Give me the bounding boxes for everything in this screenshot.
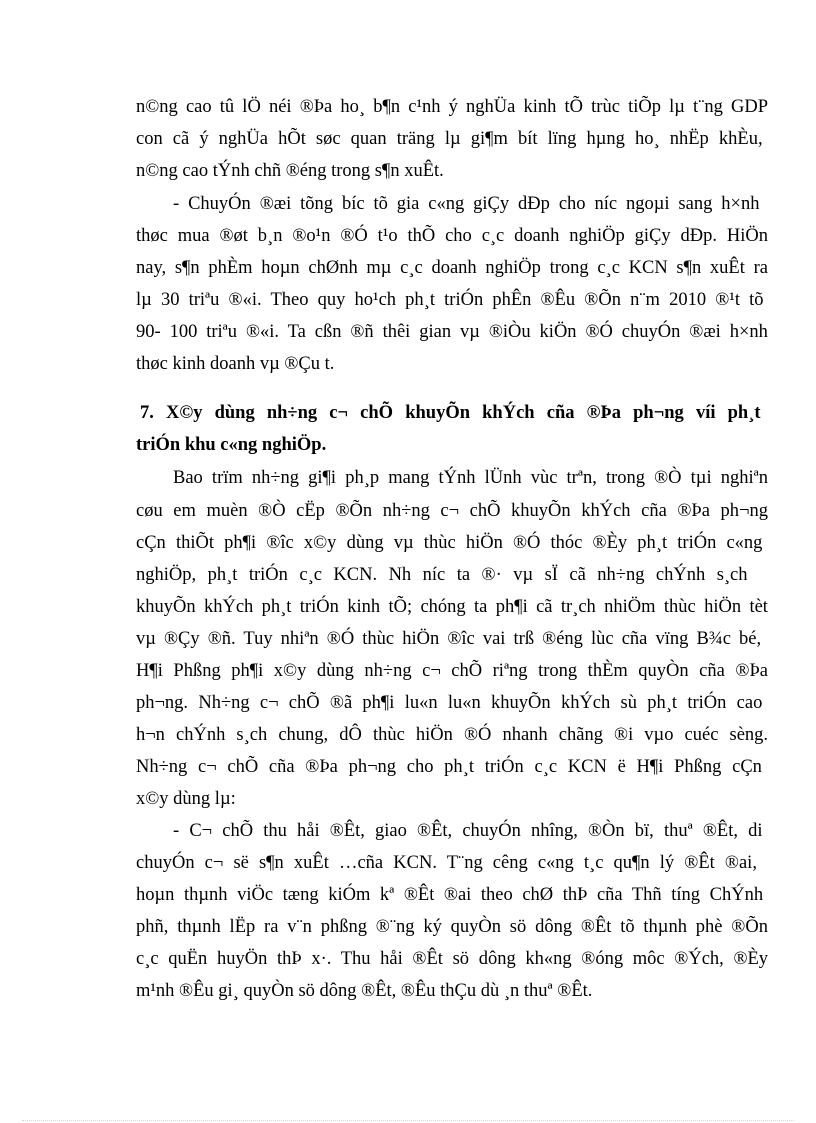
text-line: khuyÕn khÝch ph¸t triÓn kinh tÕ; chóng ta ph¶i cã tr¸ch nhiÖm thùc hiÖn tèt (136, 597, 768, 617)
text-line: nay, s¶n phÈm hoµn chØnh mµ c¸c doanh nghiÖp trong c¸c KCN s¶n xuÊt ra (136, 258, 768, 278)
text-line: thøc mua ®øt b¸n ®o¹n ®Ó t¹o thÕ cho c¸c doanh nghiÖp giÇy dÐp. HiÖn (136, 226, 768, 246)
text-line: cÇn thiÕt ph¶i ®îc x©y dùng vµ thùc hiÖn ®Ó thóc ®Èy ph¸t triÓn c«ng (136, 533, 763, 553)
text-line: nghiÖp, ph¸t triÓn c¸c KCN. Nh níc ta ®· vµ sÏ cã nh÷ng chÝnh s¸ch (136, 565, 748, 585)
text-line: - C¬ chÕ thu håi ®Êt, giao ®Êt, chuyÓn nhîng, ®Òn bï, thuª ®Êt, di (173, 821, 763, 841)
text-line: c¸c quËn huyÖn thÞ x·. Thu håi ®Êt sö dông kh«ng ®óng môc ®Ých, ®Èy (136, 949, 769, 969)
text-line: x©y dùng lµ: (136, 789, 236, 809)
text-line: h¬n chÝnh s¸ch chung, dÔ thùc hiÖn ®Ó nhanh chãng ®i vµo cuéc sèng. (136, 725, 769, 745)
text-line: phñ, thµnh lËp ra v¨n phßng ®¨ng ký quyÒn sö dông ®Êt tõ thµnh phè ®Õn (136, 917, 768, 937)
text-line: Nh÷ng c¬ chÕ cña ®Þa ph¬ng cho ph¸t triÓn c¸c KCN ë H¶i Phßng cÇn (136, 757, 762, 777)
text-line: Bao trïm nh÷ng gi¶i ph¸p mang tÝnh lÜnh vùc trªn, trong ®Ò tµi nghiªn (173, 468, 768, 488)
text-line: m¹nh ®Êu gi¸ quyÒn sö dông ®Êt, ®Êu thÇu dù ¸n thuª ®Êt. (136, 981, 593, 1001)
text-line: con cã ý nghÜa hÕt søc quan träng lµ gi¶m bít lïng hµng ho¸ nhËp khÈu, (136, 129, 763, 149)
text-line: thøc kinh doanh vµ ®Çu t. (136, 354, 335, 374)
heading-line: triÓn khu c«ng nghiÖp. (136, 435, 327, 455)
heading-line: 7. X©y dùng nh÷ng c¬ chÕ khuyÕn khÝch cña ®Þa ph¬ng víi ph¸t (140, 403, 761, 423)
text-line: n©ng cao tû lÖ néi ®Þa ho¸ b¶n c¹nh ý nghÜa kinh tÕ trùc tiÕp lµ t¨ng GDP (136, 97, 769, 117)
text-line: n©ng cao tÝnh chñ ®éng trong s¶n xuÊt. (136, 161, 444, 181)
text-line: vµ ®Çy ®ñ. Tuy nhiªn ®Ó thùc hiÖn ®îc vai trß ®éng lùc cña vïng B¾c bé, (136, 629, 762, 649)
text-line: chuyÓn c¬ së s¶n xuÊt …cña KCN. T¨ng cêng c«ng t¸c qu¶n lý ®Êt ®ai, (136, 853, 757, 873)
text-line: ph¬ng. Nh÷ng c¬ chÕ ®ã ph¶i lu«n lu«n khuyÕn khÝch sù ph¸t triÓn cao (136, 693, 763, 713)
page-bottom-divider (22, 1120, 794, 1121)
text-line: lµ 30 triªu ®«i. Theo quy ho¹ch ph¸t triÓn phÊn ®Êu ®Õn n¨m 2010 ®¹t tõ (136, 290, 764, 310)
text-line: cøu em muèn ®Ò cËp ®Õn nh÷ng c¬ chÕ khuyÕn khÝch cña ®Þa ph¬ng (136, 501, 768, 521)
text-line: H¶i Phßng ph¶i x©y dùng nh÷ng c¬ chÕ riªng trong thÈm quyÒn cña ®Þa (136, 661, 768, 681)
text-line: hoµn thµnh viÖc tæng kiÓm kª ®Êt ®ai theo chØ thÞ cña Thñ tíng ChÝnh (136, 885, 764, 905)
text-line: - ChuyÓn ®æi tõng bíc tõ gia c«ng giÇy dÐp cho níc ngoµi sang h×nh (173, 194, 760, 214)
text-line: 90- 100 triªu ®«i. Ta cßn ®ñ thêi gian vµ ®iÒu kiÖn ®Ó chuyÓn ®æi h×nh (136, 322, 768, 342)
